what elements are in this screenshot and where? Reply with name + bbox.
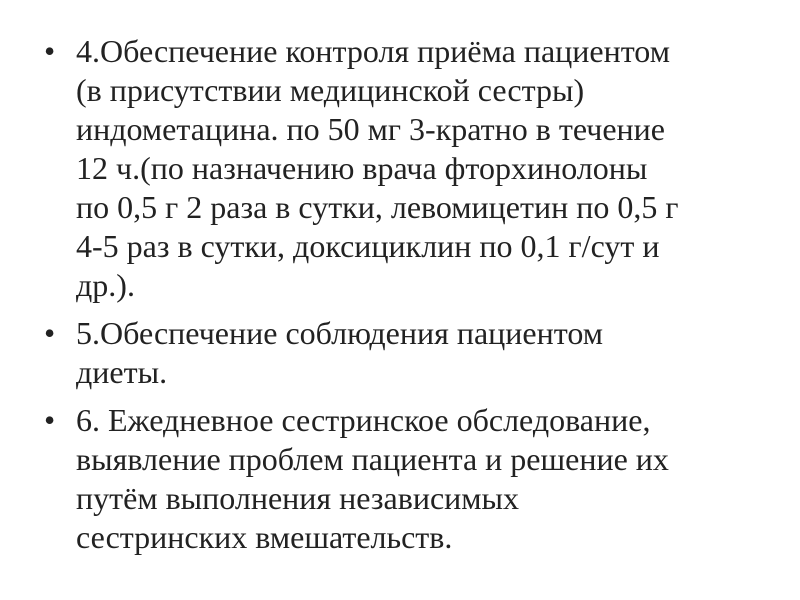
- text-line: выявление проблем пациента и решение их: [76, 441, 669, 477]
- text-line: по 0,5 г 2 раза в сутки, левомицетин по 0,5 г: [76, 189, 679, 225]
- bullet-marker: •: [44, 402, 56, 438]
- text-line: индометацина. по 50 мг 3-кратно в течение: [76, 111, 665, 147]
- text-line: 4-5 раз в сутки, доксициклин по 0,1 г/сут и: [76, 228, 660, 264]
- bullet-item-control-intake: [0, 32, 800, 305]
- text-line: 12 ч.(по назначению врача фторхинолоны: [76, 150, 648, 186]
- bullet-text: [76, 314, 776, 392]
- bullet-item-daily-exam: [0, 401, 800, 557]
- bullet-text: [76, 32, 776, 305]
- bullet-marker: •: [44, 315, 56, 351]
- text-line: 5.Обеспечение соблюдения пациентом: [76, 315, 603, 351]
- text-line: сестринских вмешательств.: [76, 519, 453, 555]
- bullet-list: [0, 32, 800, 566]
- text-line: диеты.: [76, 354, 168, 390]
- text-line: 6. Ежедневное сестринское обследование,: [76, 402, 651, 438]
- text-line: др.).: [76, 267, 135, 303]
- text-line: 4.Обеспечение контроля приёма пациентом: [76, 33, 670, 69]
- text-line: (в присутствии медицинской сестры): [76, 72, 585, 108]
- bullet-text: [76, 401, 776, 557]
- bullet-item-diet: [0, 314, 800, 392]
- text-line: путём выполнения независимых: [76, 480, 520, 516]
- bullet-marker: •: [44, 33, 56, 69]
